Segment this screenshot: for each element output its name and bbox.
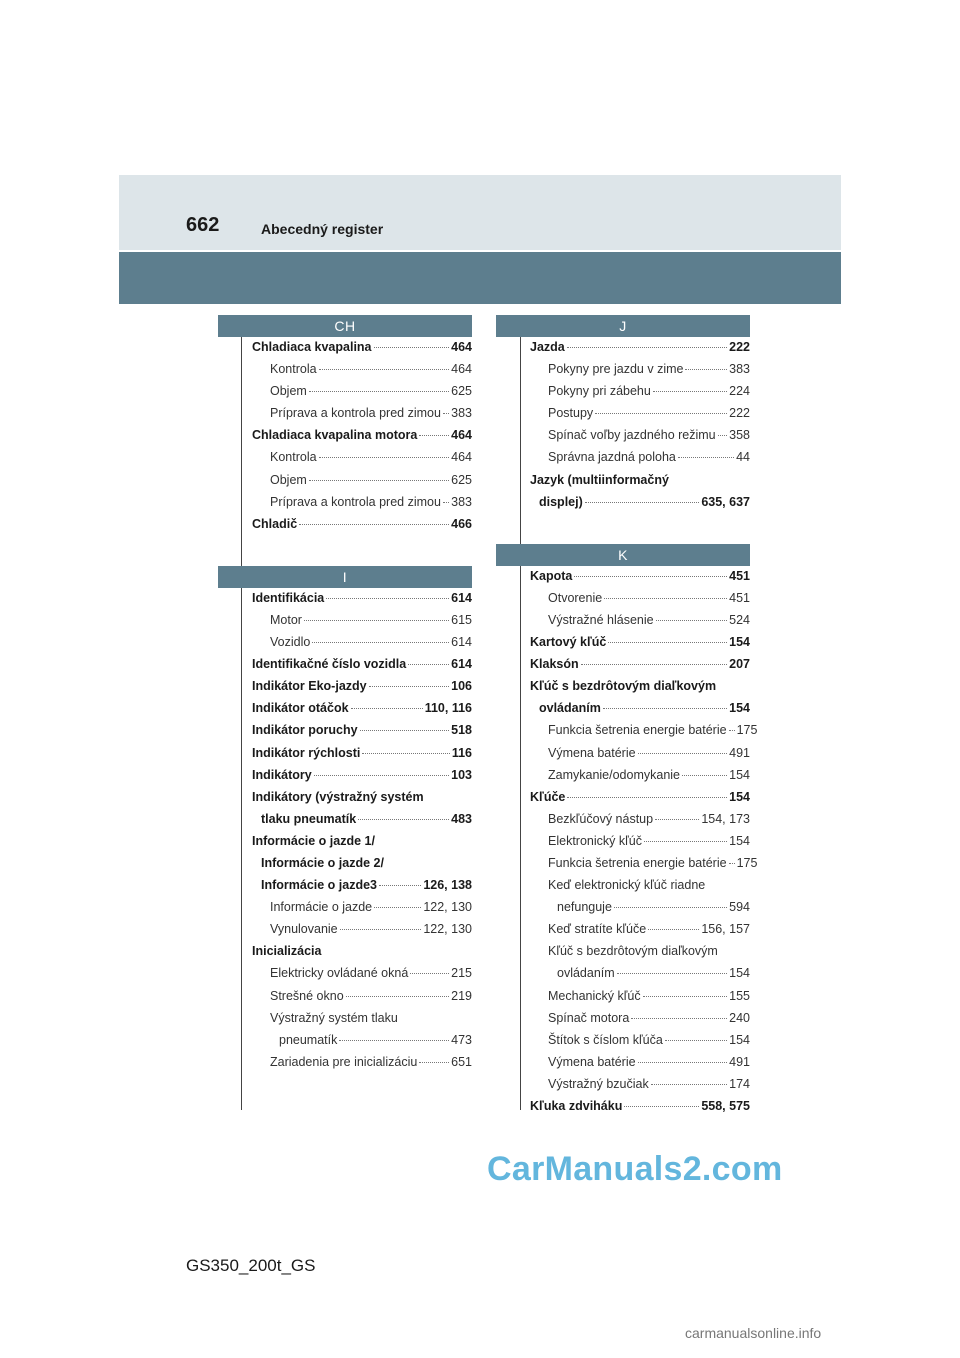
- entry-page-ref[interactable]: 122, 130: [423, 900, 472, 915]
- entry-label: Bezkľúčový nástup: [548, 811, 654, 826]
- entry-label: Výmena batérie: [548, 1054, 636, 1069]
- page-number: 662: [186, 214, 220, 236]
- leader-dots: [419, 1062, 449, 1063]
- entry-page-ref[interactable]: 451: [729, 568, 750, 583]
- index-entry[interactable]: [252, 384, 472, 406]
- leader-dots: [656, 620, 728, 621]
- index-entry[interactable]: [530, 812, 750, 834]
- entry-label: Chladiaca kvapalina: [252, 340, 372, 354]
- entry-label: Kľúče: [530, 789, 566, 804]
- entry-page-ref[interactable]: 635, 637: [701, 494, 750, 509]
- entry-label: tlaku pneumatík: [261, 811, 357, 826]
- entry-page-ref[interactable]: 110, 116: [424, 701, 472, 716]
- entry-page-ref[interactable]: 126, 138: [423, 878, 472, 893]
- entry-label: Kapota: [530, 568, 573, 583]
- leader-dots: [360, 730, 450, 731]
- entry-label: Kontrola: [270, 362, 317, 377]
- entry-label: ovládaním: [539, 701, 601, 716]
- entry-page-ref[interactable]: 615: [451, 612, 472, 627]
- letter-header: J: [496, 315, 750, 337]
- entry-page-ref[interactable]: 44: [736, 450, 750, 465]
- entry-page-ref[interactable]: 383: [729, 362, 750, 377]
- entry-label: Informácie o jazde: [270, 900, 373, 915]
- leader-dots: [346, 996, 449, 997]
- entry-label: Výstražný systém tlaku: [270, 1010, 398, 1025]
- entry-page-ref[interactable]: 154: [729, 701, 750, 716]
- index-entry[interactable]: [252, 1055, 472, 1077]
- entry-label: Keď stratíte kľúče: [548, 922, 647, 937]
- leader-dots: [309, 391, 449, 392]
- entry-label: Výstražný bzučiak: [548, 1076, 649, 1091]
- leader-dots: [603, 708, 727, 709]
- leader-dots: [581, 664, 728, 665]
- leader-dots: [638, 753, 728, 754]
- entry-page-ref[interactable]: 154, 173: [701, 811, 750, 826]
- index-entry[interactable]: [252, 613, 472, 635]
- leader-dots: [326, 598, 449, 599]
- entry-page-ref[interactable]: 383: [451, 406, 472, 421]
- entry-label: Kľuka zdviháku: [530, 1099, 623, 1113]
- entry-page-ref[interactable]: 154: [729, 1032, 750, 1047]
- entry-page-ref[interactable]: 240: [729, 1010, 750, 1025]
- leader-dots: [729, 863, 735, 864]
- watermark-text[interactable]: carmanualsonline.info: [685, 1325, 822, 1341]
- index-entry[interactable]: [252, 701, 472, 723]
- leader-dots: [678, 457, 734, 458]
- entry-label: Chladič: [252, 516, 298, 531]
- entry-list: [218, 340, 472, 539]
- index-entry[interactable]: [530, 495, 750, 517]
- index-entry[interactable]: [530, 790, 750, 812]
- entry-label: Príprava a kontrola pred zimou: [270, 406, 441, 421]
- index-entry[interactable]: [530, 450, 750, 472]
- leader-dots: [319, 457, 450, 458]
- entry-label: Objem: [270, 472, 307, 487]
- leader-dots: [648, 929, 699, 930]
- index-entry[interactable]: [530, 569, 750, 591]
- entry-page-ref[interactable]: 491: [729, 745, 750, 760]
- index-entry[interactable]: [252, 679, 472, 701]
- entry-page-ref[interactable]: 651: [451, 1054, 472, 1069]
- entry-label: Indikátor otáčok: [252, 701, 349, 716]
- entry-page-ref[interactable]: 524: [729, 612, 750, 627]
- leader-dots: [608, 642, 727, 643]
- leader-dots: [567, 797, 727, 798]
- index-entry[interactable]: [530, 922, 750, 944]
- entry-label: Spínač voľby jazdného režimu: [548, 428, 716, 443]
- leader-dots: [604, 598, 727, 599]
- entry-label: Otvorenie: [548, 590, 603, 605]
- leader-dots: [718, 435, 728, 436]
- entry-page-ref[interactable]: 464: [451, 362, 472, 377]
- leader-dots: [585, 502, 700, 503]
- leader-dots: [351, 708, 423, 709]
- entry-label: Objem: [270, 384, 307, 399]
- index-entry[interactable]: [530, 428, 750, 450]
- index-entry[interactable]: [252, 362, 472, 384]
- leader-dots: [685, 369, 727, 370]
- leader-dots: [358, 819, 449, 820]
- entry-page-ref[interactable]: 219: [451, 988, 472, 1003]
- entry-page-ref[interactable]: 224: [729, 384, 750, 399]
- entry-label: Vozidlo: [270, 635, 311, 650]
- leader-dots: [643, 996, 728, 997]
- entry-page-ref[interactable]: 222: [729, 340, 750, 354]
- entry-label: Správna jazdná poloha: [548, 450, 676, 465]
- leader-dots: [653, 391, 727, 392]
- leader-dots: [304, 620, 449, 621]
- entry-label: Motor: [270, 612, 302, 627]
- entry-list: [496, 340, 750, 517]
- index-entry[interactable]: [530, 384, 750, 406]
- entry-label: Zamykanie/odomykanie: [548, 767, 681, 782]
- index-entry[interactable]: [530, 340, 750, 362]
- index-entry[interactable]: [530, 966, 750, 988]
- entry-page-ref[interactable]: 614: [451, 635, 472, 650]
- index-entry[interactable]: [252, 878, 472, 900]
- section-gap: [218, 539, 472, 566]
- entry-label: Indikátor poruchy: [252, 723, 358, 738]
- entry-label: Kľúč s bezdrôtovým diaľkovým: [548, 944, 718, 959]
- entry-label: Strešné okno: [270, 988, 344, 1003]
- entry-page-ref[interactable]: 383: [451, 494, 472, 509]
- index-entry[interactable]: [252, 944, 472, 966]
- leader-dots: [314, 775, 449, 776]
- leader-dots: [340, 929, 422, 930]
- entry-page-ref[interactable]: 106: [451, 679, 472, 694]
- entry-label: nefunguje: [557, 900, 612, 915]
- entry-label: Pokyny pre jazdu v zime: [548, 362, 684, 377]
- entry-page-ref[interactable]: 473: [451, 1032, 472, 1047]
- entry-page-ref[interactable]: 625: [451, 472, 472, 487]
- leader-dots: [309, 480, 449, 481]
- page-title: Abecedný register: [261, 221, 384, 237]
- leader-dots: [410, 973, 449, 974]
- index-entry[interactable]: [530, 362, 750, 384]
- leader-dots: [374, 347, 450, 348]
- entry-label: Elektronický kľúč: [548, 833, 642, 848]
- index-entry[interactable]: [530, 1033, 750, 1055]
- entry-page-ref[interactable]: 594: [729, 900, 750, 915]
- leader-dots: [644, 841, 727, 842]
- entry-label: Spínač motora: [548, 1010, 630, 1025]
- entry-label: Jazyk (multiinformačný: [530, 472, 669, 487]
- leader-dots: [312, 642, 449, 643]
- entry-label: Štítok s číslom kľúča: [548, 1032, 663, 1047]
- leader-dots: [638, 1062, 728, 1063]
- entry-page-ref[interactable]: 483: [451, 811, 472, 826]
- index-entry[interactable]: [252, 1033, 472, 1055]
- entry-page-ref[interactable]: 154: [729, 789, 750, 804]
- entry-page-ref[interactable]: 222: [729, 406, 750, 421]
- index-entry[interactable]: [530, 591, 750, 613]
- entry-page-ref[interactable]: 464: [451, 428, 472, 443]
- entry-label: Vynulovanie: [270, 922, 338, 937]
- index-entry[interactable]: [252, 1011, 472, 1033]
- entry-page-ref[interactable]: 518: [451, 723, 472, 738]
- entry-label: pneumatík: [279, 1032, 338, 1047]
- index-entry[interactable]: [252, 812, 472, 834]
- leader-dots: [617, 973, 727, 974]
- index-entry[interactable]: [530, 768, 750, 790]
- index-entry[interactable]: [252, 900, 472, 922]
- entry-label: Pokyny pri zábehu: [548, 384, 651, 399]
- letter-header: I: [218, 566, 472, 588]
- entry-label: Funkcia šetrenia energie batérie: [548, 855, 727, 870]
- leader-dots: [665, 1040, 727, 1041]
- entry-label: displej): [539, 494, 583, 509]
- entry-label: Informácie o jazde3: [261, 878, 378, 893]
- letter-header: CH: [218, 315, 472, 337]
- entry-page-ref[interactable]: 116: [451, 745, 472, 760]
- entry-page-ref[interactable]: 155: [729, 988, 750, 1003]
- entry-label: Keď elektronický kľúč riadne: [548, 878, 706, 893]
- index-entry[interactable]: [252, 922, 472, 944]
- leader-dots: [614, 907, 727, 908]
- leader-dots: [574, 576, 727, 577]
- index-entry[interactable]: [252, 428, 472, 450]
- entry-label: Elektricky ovládané okná: [270, 966, 409, 981]
- entry-page-ref[interactable]: 491: [729, 1054, 750, 1069]
- index-column-right: [496, 315, 758, 1121]
- entry-label: Kľúč s bezdrôtovým diaľkovým: [530, 679, 717, 694]
- index-entry[interactable]: [530, 878, 750, 900]
- entry-label: Kontrola: [270, 450, 317, 465]
- entry-label: Identifikácia: [252, 590, 325, 605]
- index-entry[interactable]: [530, 1077, 750, 1099]
- index-entry[interactable]: [252, 517, 472, 539]
- index-entry[interactable]: [252, 450, 472, 472]
- leader-dots: [651, 1084, 727, 1085]
- entry-label: Výmena batérie: [548, 745, 636, 760]
- entry-page-ref[interactable]: 614: [451, 590, 472, 605]
- index-entry[interactable]: [252, 635, 472, 657]
- leader-dots: [443, 413, 449, 414]
- index-entry[interactable]: [252, 834, 472, 856]
- entry-page-ref[interactable]: 174: [729, 1076, 750, 1091]
- index-column-left: [218, 315, 472, 1077]
- index-entry[interactable]: [530, 473, 750, 495]
- index-entry[interactable]: [530, 1099, 750, 1121]
- entry-page-ref[interactable]: 215: [451, 966, 472, 981]
- entry-page-ref[interactable]: 558, 575: [701, 1099, 750, 1113]
- index-entry[interactable]: [530, 834, 750, 856]
- index-entry[interactable]: [530, 944, 750, 966]
- entry-page-ref[interactable]: 358: [729, 428, 750, 443]
- entry-label: Indikátory: [252, 767, 312, 782]
- index-entry[interactable]: [530, 855, 758, 878]
- entry-label: Inicializácia: [252, 944, 322, 959]
- index-entry[interactable]: [252, 495, 472, 517]
- entry-label: Funkcia šetrenia energie batérie: [548, 723, 727, 738]
- header-band: [119, 175, 841, 250]
- model-code: GS350_200t_GS: [186, 1256, 316, 1275]
- letter-header: K: [496, 544, 750, 566]
- entry-label: Informácie o jazde 2/: [261, 855, 384, 870]
- entry-page-ref[interactable]: 154: [729, 767, 750, 782]
- entry-label: Postupy: [548, 406, 594, 421]
- index-entry[interactable]: [252, 856, 472, 878]
- entry-page-ref[interactable]: 156, 157: [701, 922, 750, 937]
- leader-dots: [374, 907, 421, 908]
- index-entry[interactable]: [252, 768, 472, 790]
- entry-page-ref[interactable]: 122, 130: [423, 922, 472, 937]
- leader-dots: [362, 753, 449, 754]
- index-entry[interactable]: [530, 701, 750, 723]
- leader-dots: [379, 885, 421, 886]
- index-entry[interactable]: [252, 657, 472, 679]
- entry-list: [218, 591, 472, 1077]
- leader-dots: [339, 1040, 449, 1041]
- entry-list: [496, 568, 758, 1121]
- index-entry[interactable]: [252, 406, 472, 428]
- leader-dots: [729, 730, 735, 731]
- entry-label: Klaksón: [530, 657, 579, 672]
- entry-page-ref[interactable]: 451: [729, 590, 750, 605]
- entry-label: Výstražné hlásenie: [548, 612, 654, 627]
- entry-page-ref[interactable]: 464: [451, 450, 472, 465]
- entry-label: ovládaním: [557, 966, 615, 981]
- entry-label: Informácie o jazde 1/: [252, 833, 375, 848]
- section-gap: [496, 517, 750, 544]
- entry-page-ref[interactable]: 625: [451, 384, 472, 399]
- entry-label: Chladiaca kvapalina motora: [252, 428, 418, 443]
- entry-label: Jazda: [530, 340, 565, 354]
- entry-page-ref[interactable]: 614: [451, 657, 472, 672]
- leader-dots: [682, 775, 727, 776]
- entry-page-ref[interactable]: 154: [729, 635, 750, 650]
- entry-label: Indikátory (výstražný systém: [252, 789, 424, 804]
- index-entry[interactable]: [530, 989, 750, 1011]
- leader-dots: [631, 1018, 727, 1019]
- index-entry[interactable]: [252, 790, 472, 812]
- entry-label: Príprava a kontrola pred zimou: [270, 494, 441, 509]
- index-entry[interactable]: [252, 473, 472, 495]
- entry-page-ref[interactable]: 464: [451, 340, 472, 354]
- entry-page-ref[interactable]: 154: [729, 966, 750, 981]
- entry-label: Zariadenia pre inicializáciu: [270, 1054, 418, 1069]
- index-entry[interactable]: [252, 340, 472, 362]
- index-entry[interactable]: [252, 966, 472, 988]
- leader-dots: [595, 413, 727, 414]
- entry-page-ref[interactable]: 175: [736, 855, 758, 870]
- entry-label: Kartový kľúč: [530, 635, 607, 650]
- entry-label: Mechanický kľúč: [548, 988, 641, 1003]
- index-entry[interactable]: [530, 1055, 750, 1077]
- index-entry[interactable]: [252, 723, 472, 745]
- entry-label: Identifikačné číslo vozidla: [252, 657, 407, 672]
- leader-dots: [419, 435, 449, 436]
- index-entry[interactable]: [530, 900, 750, 922]
- leader-dots: [655, 819, 699, 820]
- leader-dots: [369, 686, 450, 687]
- index-entry[interactable]: [252, 989, 472, 1011]
- index-entry[interactable]: [530, 679, 750, 701]
- entry-page-ref[interactable]: 207: [729, 657, 750, 672]
- index-entry[interactable]: [530, 746, 750, 768]
- index-entry[interactable]: [530, 406, 750, 428]
- index-entry[interactable]: [530, 1011, 750, 1033]
- leader-dots: [624, 1106, 699, 1107]
- title-bar: [119, 252, 841, 304]
- index-entry[interactable]: [530, 723, 758, 745]
- leader-dots: [408, 664, 449, 665]
- leader-dots: [443, 502, 449, 503]
- index-entry[interactable]: [530, 613, 750, 635]
- entry-page-ref[interactable]: 466: [451, 516, 472, 531]
- entry-label: Indikátor rýchlosti: [252, 745, 361, 760]
- index-entry[interactable]: [252, 746, 472, 768]
- index-entry[interactable]: [252, 591, 472, 613]
- leader-dots: [299, 524, 449, 525]
- index-entry[interactable]: [530, 635, 750, 657]
- leader-dots: [567, 347, 727, 348]
- watermark-logo[interactable]: CarManuals2.com: [487, 1150, 783, 1188]
- leader-dots: [319, 369, 450, 370]
- entry-page-ref[interactable]: 103: [451, 767, 472, 782]
- entry-page-ref[interactable]: 154: [729, 833, 750, 848]
- entry-label: Indikátor Eko-jazdy: [252, 679, 367, 694]
- index-entry[interactable]: [530, 657, 750, 679]
- entry-page-ref[interactable]: 175: [736, 723, 758, 738]
